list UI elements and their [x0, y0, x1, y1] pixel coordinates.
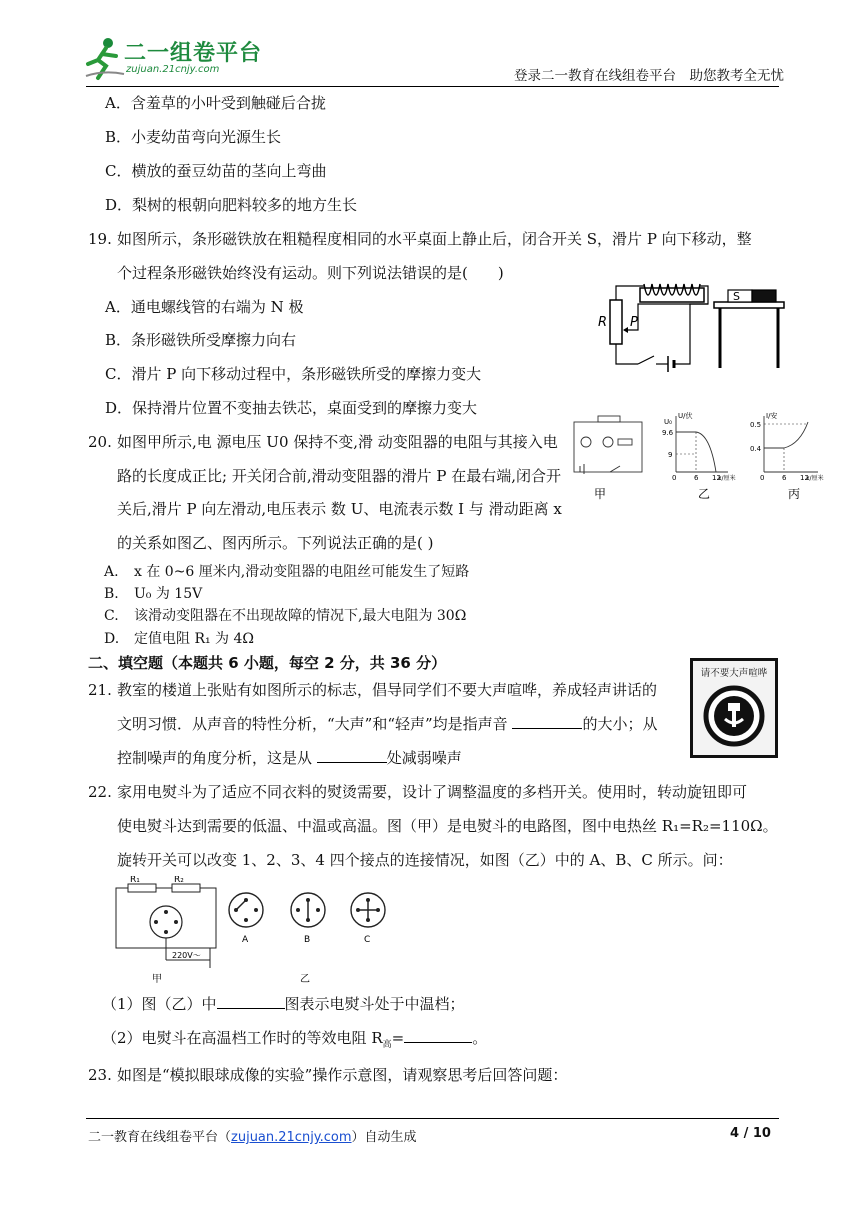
quiet-sign-image — [690, 658, 778, 758]
q19-option-a: A．通电螺线管的右端为 N 极 — [105, 298, 304, 316]
q19-fig-label-p: P — [630, 315, 638, 330]
q20-yi-tick-96: 9.6 — [662, 429, 674, 437]
q19-option-c: C．滑片 P 向下移动过程中，条形磁铁所受的摩擦力变大 — [105, 365, 482, 383]
q22-sub2-a: （2）电熨斗在高温档工作时的等效电阻 R — [102, 1029, 383, 1047]
q20-stem-line3: 关后,滑片 P 向左滑动,电压表示 数 U、电流表示数 I 与 滑动距离 x — [117, 500, 562, 518]
q19-circuit-figure — [596, 276, 786, 376]
q21-line2-a: 文明习惯．从声音的特性分析，“大声”和“轻声”均是指声音 — [117, 715, 508, 733]
q20-option-d-label: D. — [104, 631, 120, 647]
q21-blank-2[interactable] — [317, 762, 387, 763]
q22-knob-a — [229, 893, 263, 945]
q20-stem-line2: 路的长度成正比; 开关闭合前,滑动变阻器的滑片 P 在最右端,闭合开 — [117, 467, 561, 485]
logo-url: zujuan.21cnjy.com — [126, 64, 220, 75]
q23-number: 23. — [88, 1066, 112, 1084]
q19-fig-label-s: S — [733, 290, 740, 303]
q20-option-d: 定值电阻 R₁ 为 4Ω — [134, 631, 255, 647]
page-number: 4 / 10 — [730, 1126, 771, 1141]
footer-rule — [86, 1118, 779, 1119]
q20-graph-yi — [662, 411, 736, 501]
q20-bing-tick-05: 0.5 — [750, 421, 762, 429]
q20-option-b-label: B. — [104, 586, 119, 602]
q20-fig-yi: 乙 — [698, 487, 711, 501]
header-logo — [84, 34, 284, 82]
footer-left-a: 二一教育在线组卷平台（ — [88, 1130, 232, 1145]
q23-line1: 如图是“模拟眼球成像的实验”操作示意图，请观察思考后回答问题： — [117, 1066, 568, 1084]
q22-fig-voltage: 220V～ — [172, 951, 201, 960]
q21-line3-b: 处减弱噪声 — [386, 749, 462, 767]
q22-line3: 旋转开关可以改变 1、2、3、4 四个接点的连接情况，如图（乙）中的 A、B、C 所示。问： — [117, 851, 733, 869]
q18-option-d: D．梨树的根朝向肥料较多的地方生长 — [105, 196, 358, 214]
q22-sub2-b: = — [391, 1029, 405, 1047]
q22-line1: 家用电熨斗为了适应不同衣料的熨烫需要，设计了调整温度的多档开关。使用时，转动旋钮即可 — [117, 783, 748, 801]
q20-stem-line1: 如图甲所示,电 源电压 U0 保持不变,滑 动变阻器的电阻与其接入电 — [117, 433, 558, 451]
q22-fig-jia: 甲 — [152, 974, 162, 985]
q22-sub1 — [102, 994, 465, 1014]
q20-yi-xlabel: x/厘米 — [718, 475, 736, 482]
q20-bing-ylabel: I/安 — [766, 412, 778, 420]
q22-fig-a: A — [242, 935, 249, 945]
q22-fig-r2: R₂ — [174, 876, 184, 885]
q19-fig-label-r: R — [598, 315, 608, 330]
q20-yi-ylabel: U/伏 — [678, 412, 693, 420]
q20-fig-bing: 丙 — [788, 487, 801, 501]
q22-line2: 使电熨斗达到需要的低温、中温或高温。图（甲）是电熨斗的电路图，图中电热丝 R₁=R₂=110Ω。 — [117, 817, 778, 835]
q22-fig-r1: R₁ — [130, 876, 140, 885]
q21-line2-b: 的大小；从 — [582, 715, 658, 733]
q22-fig-yi: 乙 — [300, 974, 310, 985]
q22-sub1-a: （1）图（乙）中 — [102, 995, 217, 1013]
q20-bing-xtick-12: 12 — [800, 474, 809, 482]
q20-option-a: x 在 0~6 厘米内,滑动变阻器的电阻丝可能发生了短路 — [134, 564, 470, 580]
q20-yi-xtick-0: 0 — [672, 474, 677, 482]
footer-link[interactable]: zujuan.21cnjy.com — [231, 1130, 352, 1145]
q20-yi-tick-u0: U₀ — [664, 418, 672, 426]
header-rule — [86, 86, 779, 87]
q20-yi-tick-9: 9 — [668, 451, 673, 459]
q22-sub2-subscript: 高 — [382, 1040, 392, 1050]
q22-sub1-b: 图表示电熨斗处于中温档； — [284, 995, 465, 1013]
q22-knob-b — [291, 893, 325, 945]
q20-option-a-label: A. — [104, 564, 119, 580]
header-slogan: 登录二一教育在线组卷平台 助您教考全无忧 — [514, 68, 784, 84]
q22-sub2 — [102, 1028, 487, 1055]
q19-number: 19. — [88, 230, 112, 248]
q20-option-c: 该滑动变阻器在不出现故障的情况下,最大电阻为 30Ω — [134, 608, 467, 624]
q20-bing-xtick-0: 0 — [760, 474, 765, 482]
footer-left-b: ）自动生成 — [351, 1130, 417, 1145]
q20-figure — [568, 410, 828, 506]
logo-title: 二一组卷平台 — [124, 41, 263, 66]
q18-option-b: B．小麦幼苗弯向光源生长 — [105, 128, 282, 146]
q20-bing-tick-04: 0.4 — [750, 445, 762, 453]
q21-number: 21. — [88, 681, 112, 699]
q19-stem-line2: 个过程条形磁铁始终没有运动。则下列说法错误的是( ) — [117, 264, 504, 282]
q20-yi-xtick-12: 12 — [712, 474, 721, 482]
q22-knob-c — [351, 893, 385, 945]
q18-option-a: A．含羞草的小叶受到触碰后合拢 — [105, 94, 326, 112]
q19-stem-line1: 如图所示，条形磁铁放在粗糙程度相同的水平桌面上静止后，闭合开关 S，滑片 P 向下移动，整 — [117, 230, 752, 248]
q19-option-d: D．保持滑片位置不变抽去铁芯，桌面受到的摩擦力变大 — [105, 399, 478, 417]
q22-fig-b: B — [304, 935, 311, 945]
q20-stem-line4: 的关系如图乙、图丙所示。下列说法正确的是( ) — [117, 534, 434, 552]
quiet-sign-text: 请不要大声喧哗 — [700, 668, 768, 679]
q20-option-b: U₀ 为 15V — [134, 586, 203, 602]
q18-option-c: C．横放的蚕豆幼苗的茎向上弯曲 — [105, 162, 327, 180]
q20-number: 20. — [88, 433, 112, 451]
q22-figure — [110, 876, 400, 988]
q21-line3-a: 控制噪声的角度分析，这是从 — [117, 749, 313, 767]
q20-yi-xtick-6: 6 — [694, 474, 699, 482]
q22-number: 22. — [88, 783, 112, 801]
q20-bing-xtick-6: 6 — [782, 474, 787, 482]
q21-line2 — [117, 714, 657, 734]
section-heading: 二、填空题（本题共 6 小题，每空 2 分，共 36 分） — [88, 654, 447, 672]
q20-option-c-label: C. — [104, 608, 119, 624]
q22-blank-2[interactable] — [404, 1042, 472, 1043]
q20-bing-xlabel: x/厘米 — [806, 475, 824, 482]
q22-blank-1[interactable] — [217, 1008, 285, 1009]
q21-line1: 教室的楼道上张贴有如图所示的标志，倡导同学们不要大声喧哗，养成轻声讲话的 — [117, 681, 658, 699]
q22-fig-c: C — [364, 935, 371, 945]
q20-graph-bing — [750, 411, 824, 501]
no-noise-icon — [703, 685, 765, 747]
q22-sub2-c: 。 — [472, 1029, 488, 1047]
q20-fig-jia: 甲 — [594, 487, 607, 501]
footer-left — [88, 1126, 417, 1145]
q19-option-b: B．条形磁铁所受摩擦力向右 — [105, 331, 297, 349]
q21-line3 — [117, 748, 462, 768]
q21-blank-1[interactable] — [512, 728, 582, 729]
